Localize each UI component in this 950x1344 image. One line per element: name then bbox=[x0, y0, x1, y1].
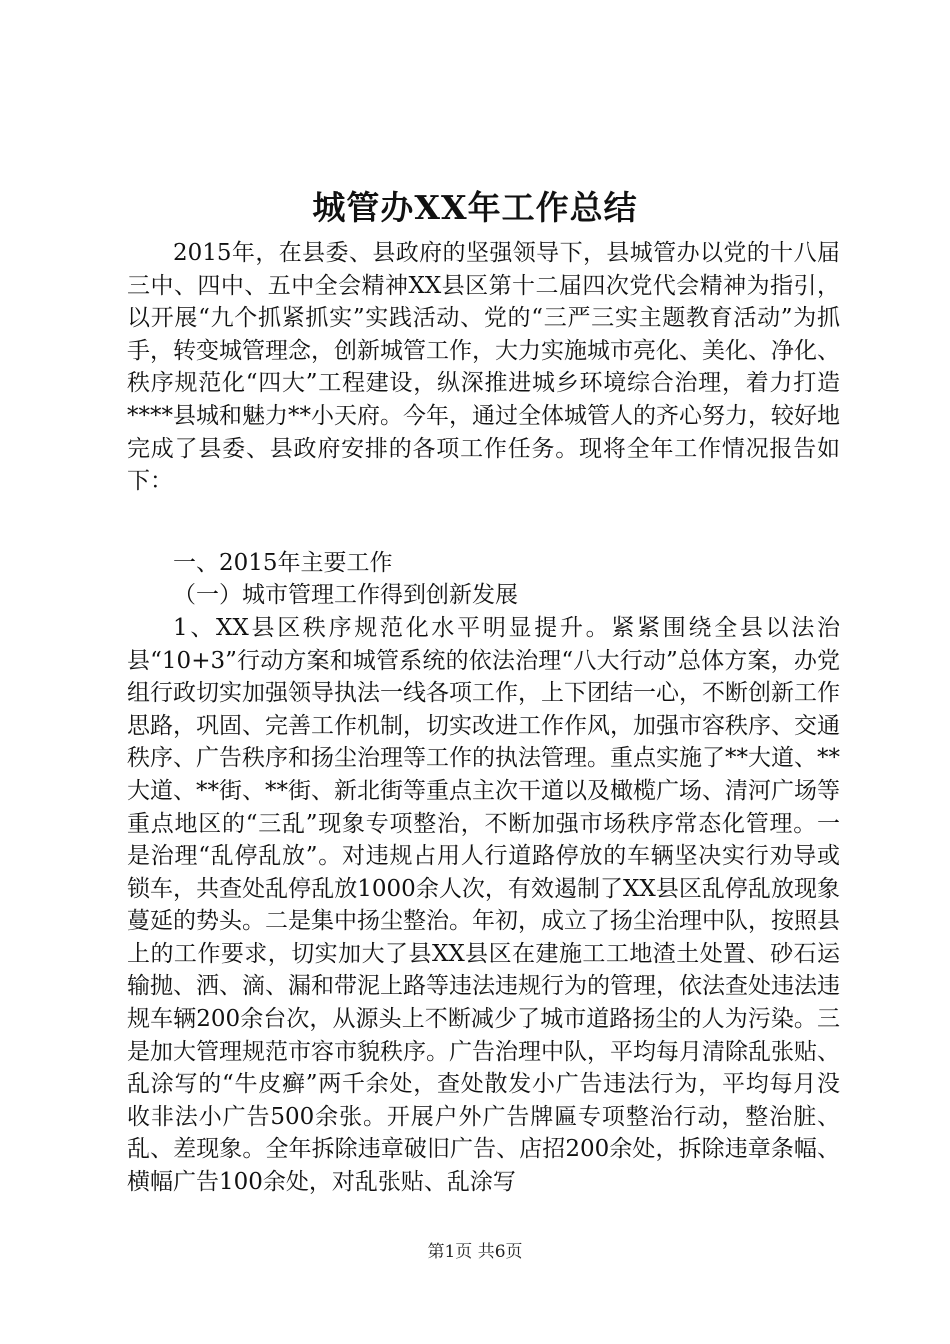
subsection-heading: （一）城市管理工作得到创新发展 bbox=[173, 582, 518, 609]
section-heading: 一、2015年主要工作 bbox=[173, 549, 393, 576]
paragraph-gap bbox=[127, 498, 840, 547]
document-title: 城管办XX年工作总结 bbox=[312, 188, 638, 227]
body-paragraph: 1、XX县区秩序规范化水平明显提升。紧紧围绕全县以法治县“10+3”行动方案和城管系统的依法治理“八大行动”总体方案，办党组行政切实加强领导执法一线各项工作，上下团结一心，不断创新工作思路，巩固、完善工作机制，切实改进工作作风，加强市容秩序、交通秩序、广告秩序和扬尘治理等工作的执法管理。重点实施了**大道、**大道、**街、**街、新北街等重点主次干道以及橄榄广场、清河广场等重点地区的“三乱”现象专项整治，不断加强市场秩序常态化管理。一是治理“乱停乱放”。对违规占用人行道路停放的车辆坚决实行劝导或锁车，共查处乱停乱放1000余人次，有效遏制了XX县区乱停乱放现象蔓延的势头。二是集中扬尘整治。年初，成立了扬尘治理中队，按照县上的工作要求，切实加大了县XX县区在建施工工地渣土处置、砂石运输抛、洒、滴、漏和带泥上路等违法违规行为的管理，依法查处违法违规车辆200余台次，从源头上不断减少了城市道路扬尘的人为污染。三是加大管理规范市容市貌秩序。广告治理中队，平均每月清除乱张贴、乱涂写的“牛皮癣”两千余处，查处散发小广告违法行为，平均每月没收非法小广告500余张。开展户外广告牌匾专项整治行动，整治脏、乱、差现象。全年拆除违章破旧广告、店招200余处，拆除违章条幅、横幅广告100余处，对乱张贴、乱涂写 bbox=[127, 614, 840, 1196]
document-body bbox=[127, 237, 840, 1199]
intro-paragraph: 2015年，在县委、县政府的坚强领导下，县城管办以党的十八届三中、四中、五中全会精神XX县区第十二届四次党代会精神为指引，以开展“九个抓紧抓实”实践活动、党的“三严三实主题教育活动”为抓手，转变城管理念，创新城管工作，大力实施城市亮化、美化、净化、秩序规范化“四大”工程建设，纵深推进城乡环境综合治理，着力打造****县城和魅力**小天府。今年，通过全体城管人的齐心努力，较好地完成了县委、县政府安排的各项工作任务。现将全年工作情况报告如下： bbox=[127, 240, 840, 495]
page-footer: 第1页 共6页 bbox=[427, 1242, 523, 1262]
